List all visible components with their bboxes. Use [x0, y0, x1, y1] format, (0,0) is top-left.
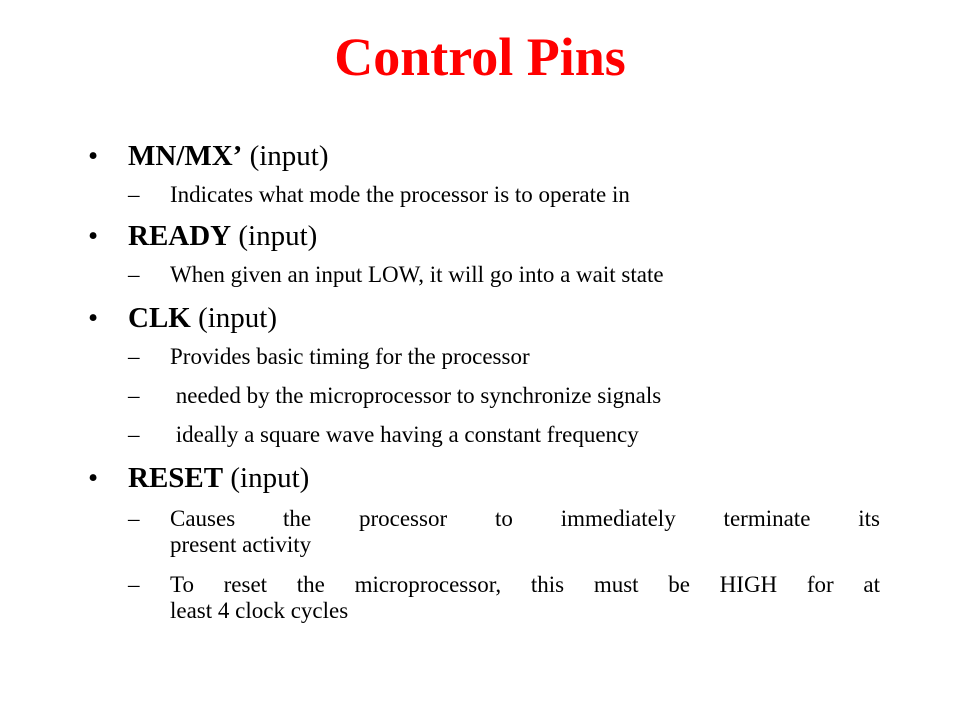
- sub-item: [128, 422, 880, 448]
- dash-icon: –: [128, 572, 140, 597]
- bullet-icon: •: [88, 220, 99, 252]
- dash-icon: –: [128, 344, 140, 369]
- dash-icon: –: [128, 182, 140, 207]
- bullet-reset: [88, 462, 309, 495]
- pin-name: READY: [128, 220, 232, 252]
- sub-item-text: Provides basic timing for the processor: [170, 344, 530, 369]
- sub-item-text-continued: present activity: [170, 532, 312, 558]
- slide-title: Control Pins: [334, 27, 626, 87]
- dash-icon: –: [128, 506, 140, 531]
- pin-name: RESET: [128, 462, 224, 494]
- dash-icon: –: [128, 383, 140, 408]
- pin-direction: (input): [242, 140, 329, 172]
- sub-item-text: Indicates what mode the processor is to operate in: [170, 182, 630, 207]
- bullet-icon: •: [88, 462, 99, 494]
- pin-name: MN/MX’: [128, 140, 243, 172]
- sub-item-text: To reset the microprocessor, this must be HIGH for at: [170, 572, 880, 597]
- pin-direction: (input): [223, 462, 310, 494]
- sub-item: [128, 262, 880, 288]
- pin-direction: (input): [231, 220, 318, 252]
- bullet-ready: [88, 220, 317, 253]
- sub-item: [128, 506, 880, 559]
- pin-name: CLK: [128, 302, 191, 334]
- sub-item-text: Causes the processor to immediately terminate its: [170, 506, 880, 531]
- sub-item-text: When given an input LOW, it will go into a wait state: [170, 262, 664, 287]
- sub-item: [128, 383, 880, 409]
- sub-item-text-continued: least 4 clock cycles: [170, 598, 349, 624]
- bullet-icon: •: [88, 302, 99, 334]
- sub-item-text: ideally a square wave having a constant frequency: [170, 422, 639, 447]
- pin-direction: (input): [190, 302, 278, 334]
- sub-item: [128, 344, 880, 370]
- sub-item: [128, 182, 880, 208]
- sub-item: [128, 572, 880, 625]
- bullet-mn-mx: [88, 140, 329, 173]
- dash-icon: –: [128, 262, 140, 287]
- dash-icon: –: [128, 422, 140, 447]
- bullet-icon: •: [88, 140, 99, 172]
- bullet-clk: [88, 302, 277, 335]
- sub-item-text: needed by the microprocessor to synchronize signals: [170, 383, 662, 408]
